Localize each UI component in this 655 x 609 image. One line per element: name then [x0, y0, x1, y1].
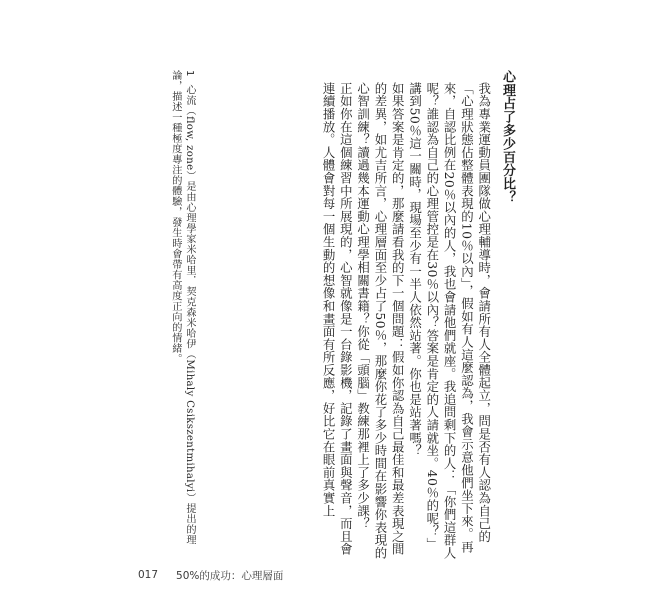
footnote-text: 心流（flow, zone）是由心理學家米哈里．契克森米哈伊（Mihaly Csikszentmihalyi）提出的理論，描述一種極度專注的體驗，發生時會帶有高度正向的情緒。: [169, 70, 195, 545]
running-title: 50%的成功：心理層面: [176, 569, 284, 582]
page-footer: [138, 567, 478, 583]
section-heading: 心理占了多少百分比？: [500, 70, 515, 204]
paragraph-2: 講到50％這一關時，現場至少有一半人依然站著。你也是站著嗎？: [407, 82, 423, 458]
footnote: [138, 70, 196, 560]
main-text-column: [228, 70, 516, 560]
paragraph-1: 我為專業運動員團隊做心理輔導時，會請所有人全體起立，問是否有人認為自己的「心理狀態佔整體表現的10％以內」，假如有人這麼認為，我會示意他們坐下來。再來，自認比例在20％以內的人，我也會請他們就座。我追問剩下的人：「你們這群人呢？誰認為自己的心理管控是在30％以內？答案是肯定的人請就坐。40％的呢？」: [424, 82, 492, 560]
footnote-marker: 1: [184, 70, 195, 77]
page-number: 017: [138, 569, 159, 581]
paragraph-4: 正如你在這個練習中所展現的，心智就像是一台錄影機，記錄了畫面與聲音，而且會連續播放。人體會對每一個生動的想像和畫面有所反應，好比它在眼前真實上: [321, 82, 354, 556]
paragraph-3: 如果答案是肯定的，那麼請看我的下一個問題：假如你認為自己最佳和最差表現之間的差異，如尤吉所言，心理層面至少占了50％，那麼你花了多少時間在影響你表現的心智訓練？讀過幾本運動心理學相關書籍？你從「頭腦」教練那裡上了多少課？: [355, 82, 406, 560]
